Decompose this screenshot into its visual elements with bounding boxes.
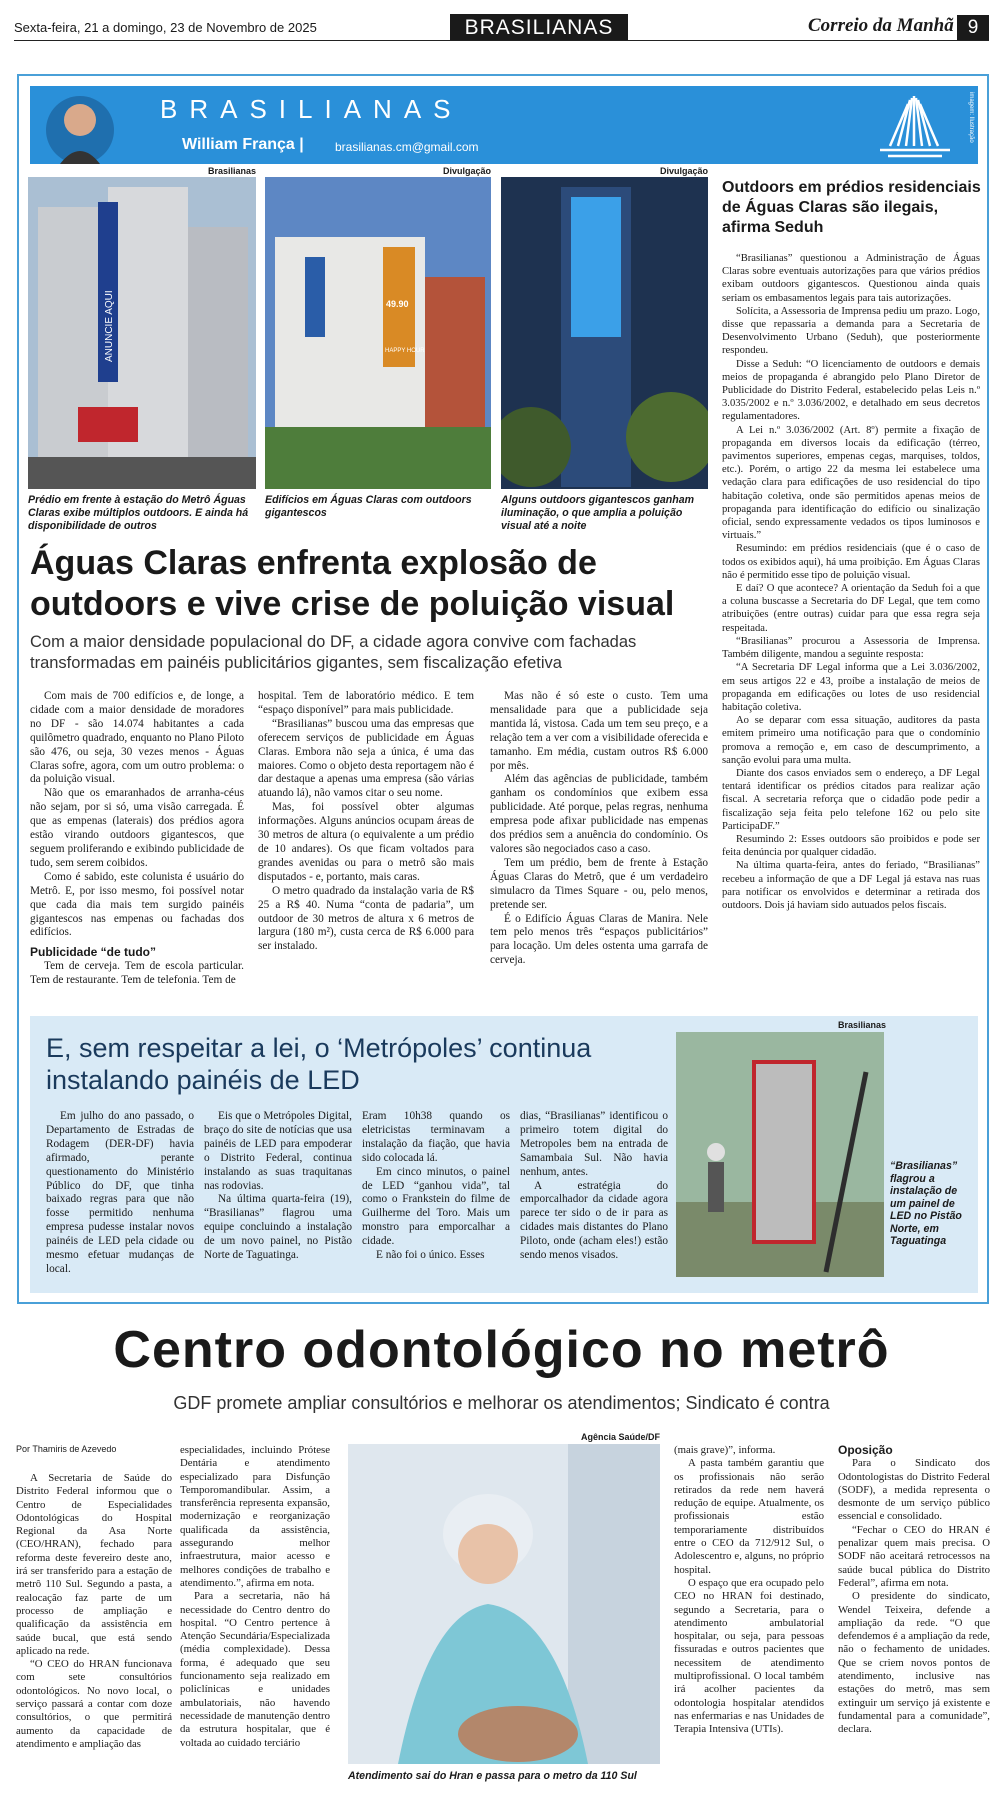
paragraph: Solícita, a Assessoria de Imprensa pediu um prazo. Logo, disse que repassaria a demanda para a Secretaria de Desenvolvimento Urbano (Seduh), que posteriormente respondeu. (722, 305, 980, 357)
paragraph: Mas não é só este o custo. Tem uma mensalidade para que a publicidade seja mantida lá, vistosa. Cada um tem seu preço, e a relação tem a ver com a visibilidade oferecida e tamanho. Em média, custam outros R$ 6.000 por mês. (490, 690, 708, 772)
paragraph: A Secretaria de Saúde do Distrito Federal informou que o Centro de Especialidades Odontológicas do Hospital Regional da Asa Norte (CEO/HRAN), fechado para reforma deste fevereiro deste ano, irá ser transferido para a estação de metrô 110 Sul. Segundo a pasta, a realocação faz parte de um processo de ampliação e qualificação da assistência em saúde bucal, que está sendo aplicado na rede. (16, 1472, 172, 1657)
paragraph: Diante dos casos enviados sem o endereço, a DF Legal tentará identificar os prédios citados para realizar ação fiscal. A secretaria reforça que o cidadão pode pedir a fiscalização seja feita pelo telefone 162 ou pelo site ParticipaDF.” (722, 767, 980, 832)
paragraph: hospital. Tem de laboratório médico. E tem “espaço disponível” para mais publicidade. (258, 690, 474, 716)
paragraph: Resumindo: em prédios residenciais (que é o caso de todos os exibidos aqui), há uma proibição. Em Águas Claras não é permitido esse tipo de poluição visual. (722, 543, 980, 581)
paragraph: Tem um prédio, bem de frente à Estação Águas Claras do Metrô, que é um verdadeiro simulacro da Times Square - ou, pelo menos, pretende ser. (490, 856, 708, 911)
paragraph: “A Secretaria DF Legal informa que a Lei 3.036/2002, em seus artigos 22 e 43, proíbe a instalação de meios de propaganda em edificações ou lotes de uso residencial habitação coletiva. (722, 662, 980, 713)
byline: Por Thamiris de Azevedo (16, 1444, 117, 1454)
paragraph: Para o Sindicato dos Odontologistas do Distrito Federal (SODF), a medida representa o desmonte de um serviço público essencial e consolidado. (838, 1457, 990, 1523)
price-sign: 49.90 (386, 299, 409, 309)
paragraph: Como é sabido, este colunista é usuário do Metrô. E, por isso mesmo, foi possível notar que cada dia mais tem surgido painéis gigantescos nas empenas ou fachadas dos edifícios. (30, 870, 244, 939)
paragraph: O presidente do sindicato, Wendel Teixeira, defende a ampliação da rede. “O que defendemos é a ampliação da rede, não o fechamento de unidades. Que se criem novos pontos de atendimento, inclusive nas estações do metrô, mas sem extinguir um serviço já existente e fundamental para a comunidade”, declara. (838, 1590, 990, 1736)
led-photo-art (676, 1032, 884, 1277)
anuncie-sign: ANUNCIE AQUI (104, 290, 115, 362)
paragraph: “Fechar o CEO do HRAN é penalizar quem mais precisa. O SODF não aceitará retrocessos na saúde bucal pública do Distrito Federal”, afirma em nota. (838, 1523, 990, 1589)
paragraph: “Brasilianas” procurou a Assessoria de Imprensa. Também diligente, mandou a seguinte resposta: (722, 635, 980, 661)
photo-2-art (265, 177, 491, 489)
paragraph: especialidades, incluindo Prótese Dentária e atendimento especializado para Disfunção Temporomandibular. Assim, a transferência representa expansão, modernização e reorganização qualificada da assistência, assegurando melhor infraestrutura, maior acesso e melhores condições de trabalho e atendimento.”, afirma em nota. (180, 1444, 330, 1589)
paragraph: (mais grave)”, informa. (674, 1444, 776, 1456)
paragraph: Eram 10h38 quando os eletricistas terminavam a instalação da fiação, que havia sido colocada lá. (362, 1110, 510, 1164)
page-number: 9 (957, 15, 989, 40)
main-deck: Com a maior densidade populacional do DF, a cidade agora convive com fachadas transformadas em painéis publicitários gigantes, sem fiscalização efetiva (30, 633, 637, 672)
led-photo-credit: Brasilianas (837, 1020, 886, 1030)
paragraph: Com mais de 700 edifícios e, de longe, a cidade com a maior densidade de moradores no DF - são 14.074 habitantes a cada quilômetro quadrado, enquanto no Plano Piloto são 476, ou seja, 30 vezes menos - Águas Claras sofre, agora, com um outro problema: o da poluição visual. (30, 690, 244, 786)
paragraph: E daí? O que acontece? A orientação da Seduh foi a que a coluna buscasse a Secretaria do DF Legal, que tem como atribuições (entre outras) cuidar para que essa regra seja respeitada. (722, 583, 980, 634)
paragraph: A pasta também garantiu que os profissionais não serão retirados da rede nem haverá redução de equipe. Atualmente, os profissionais estão temporariamente distribuídos entre o CEO da 712/912 Sul, o Adolescentro e, alguns, no próprio hospital. (674, 1457, 824, 1576)
photo-3-art (501, 177, 708, 489)
bottom-photo-credit: Agência Saúde/DF (580, 1432, 660, 1442)
paragraph: Não que os emaranhados de arranha-céus não sejam, por si só, uma visão carregada. É que as empenas (laterais) dos prédios agora estão virando outdoors gigantescos, que seguem proliferando e exibindo publicidade de tudo, sem serem coibidos. (30, 787, 244, 869)
photo-1-art (28, 177, 256, 489)
edition-date: Sexta-feira, 21 a domingo, 23 de Novembro de 2025 (14, 20, 317, 35)
happy-hour-sign: HAPPY HOUR (385, 348, 425, 354)
paragraph: Para a secretaria, não há necessidade do Centro dentro do hospital. “O Centro pertence à Atenção Secundária/Especializada (média complexidade). Dessa forma, é adequado que seu funcionamento seja realizado em policlínicas e unidades ambulatoriais, não havendo necessidade de manutenção dentro da estrutura hospitalar, que é voltada ao cuidado terciário (180, 1590, 330, 1749)
paragraph: E não foi o único. Esses (376, 1249, 485, 1262)
bottom-headline: Centro odontológico no metrô (113, 1321, 890, 1379)
photo-1 (28, 177, 256, 489)
author-face (64, 104, 96, 136)
header-rule (14, 40, 989, 41)
paragraph: A estratégia do emporcalhador da cidade agora parece ter sido o de ir para as cidades mais distantes do Plano Piloto, onde (acham eles!) estão sendo menos visados. (520, 1179, 668, 1262)
bottom-col-4 (838, 1444, 990, 1792)
paragraph: O metro quadrado da instalação varia de R$ 25 a R$ 40. Numa “conta de padaria”, um outdoor de 30 metros de altura x 6 metros de largura (180 m²), custa cerca de R$ 6.000 para ser instalado. (258, 884, 474, 953)
bottom-col-1 (16, 1472, 172, 1792)
photo-2-credit: Divulgação (442, 166, 491, 176)
side-story-body (722, 252, 980, 1002)
paragraph: “O CEO do HRAN funcionava com sete consultórios odontológicos. No novo local, o serviço passará a contar com doze consultórios, o que permitirá aumento da capacidade de atendimento e ampliação das (16, 1658, 172, 1750)
paragraph: É o Edifício Águas Claras de Manira. Nele tem pelo menos três “espaços publicitários” para locação. Um deles ostenta uma garrafa de cerveja. (490, 912, 708, 967)
bottom-deck: GDF promete ampliar consultórios e melhorar os atendimentos; Sindicato é contra (173, 1393, 830, 1413)
led-col-4 (520, 1110, 668, 1285)
paragraph: dias, “Brasilianas” identificou o primeiro totem digital do Metropoles bem na entrada de Samambaia Sul. Não havia nenhum, antes. (520, 1110, 668, 1178)
paragraph: Tem de cerveja. Tem de escola particular. Tem de restaurante. Tem de telefonia. Tem de (30, 960, 244, 987)
paragraph: A Lei n.º 3.036/2002 (Art. 8º) permite a fixação de propaganda em diversos locais da edificação (térreo, pavimentos superiores, empenas cegas, marquises, toldos, etc.). Porém, o artigo 22 da mesma lei estabelece uma vedação clara para edificações de uso residencial do tipo habitação coletiva, onde são permitidos apenas meios de propaganda para identificação do edifício ou sinalização oficial, sendo expressamente vedados os tipos luminosos e virtuais.” (722, 424, 980, 542)
bottom-photo (348, 1444, 660, 1764)
cathedral-icon (880, 96, 950, 156)
banner-art-credit: imagem: Ilustração (968, 92, 974, 143)
paragraph: “Brasilianas” questionou a Administração de Águas Claras sobre eventuais autorizações para que vários prédios exibam outdoors gigantescos. Questionou ainda quais seriam os embasamentos legais para tais autorizações. (722, 253, 980, 304)
subheading: Oposição (838, 1444, 893, 1457)
paragraph: Mas, foi possível obter algumas informações. Alguns anúncios ocupam áreas de 30 metros de altura (o equivalente a um prédio de 10 andares). Os que ficam voltados para grandes avenidas ou para o metrô são mais disputados - e, portanto, mais caras. (258, 801, 474, 883)
photo-1-credit: Brasilianas (207, 166, 256, 176)
section-label: BRASILIANAS (450, 14, 628, 41)
led-photo-caption: “Brasilianas” flagrou a instalação de um painel de LED no Pistão Norte, em Taguatinga (890, 1160, 962, 1247)
led-col-3 (362, 1110, 510, 1285)
bottom-col-3 (674, 1444, 824, 1792)
bottom-photo-caption: Atendimento sai do Hran e passa para o metro da 110 Sul (348, 1770, 637, 1782)
main-headline: Águas Claras enfrenta explosão de outdoors e vive crise de poluição visual (30, 544, 675, 623)
led-photo (676, 1032, 884, 1277)
bottom-col-2 (180, 1444, 330, 1792)
main-col-2 (258, 690, 474, 1000)
newspaper-name: Correio da Manhã (808, 15, 954, 36)
author-email[interactable]: brasilianas.cm@gmail.com (335, 140, 479, 154)
paragraph: O espaço que era ocupado pelo CEO no HRAN foi destinado, segundo a Secretaria, para o atendimento ambulatorial hospitalar, ou seja, para pessoas fissuradas e outros pacientes que necessitem de atendimento multiprofissional. O local também irá acolher pacientes da odontologia hospitalar atendidos nas enfermarias e nas Unidades de Terapia Intensiva (UTIs). (674, 1576, 824, 1736)
side-headline: Outdoors em prédios residenciais de Águas Claras são ilegais, afirma Seduh (722, 179, 981, 236)
paragraph: Na última quarta-feira (19), “Brasilianas” flagrou uma equipe concluindo a instalação de um novo painel, no Pistão Norte de Taguatinga. (204, 1193, 352, 1262)
banner-title: BRASILIANAS (160, 94, 463, 124)
paragraph: Resumindo 2: Esses outdoors são proibidos e pode ser feita denúncia por qualquer cidadão. (722, 833, 980, 859)
main-col-3 (490, 690, 708, 1000)
photo-2-caption: Edifícios em Águas Claras com outdoors gigantescos (265, 494, 472, 519)
led-headline: E, sem respeitar a lei, o ‘Metrópoles’ continua instalando painéis de LED (46, 1033, 592, 1095)
photo-3-credit: Divulgação (659, 166, 708, 176)
author-name: William França | (182, 136, 304, 153)
paragraph: Eis que o Metrópoles Digital, braço do site de notícias que usa painéis de LED para empoderar o Distrito Federal, continua instalando as suas traquitanas nas rodovias. (204, 1110, 352, 1192)
main-col-1 (30, 690, 244, 1000)
paragraph: Disse a Seduh: “O licenciamento de outdoors e demais meios de propaganda é abrangido pelo Plano Diretor de Publicidade do Distrito Federal, estabelecido pelas Leis n.º 3.035/2002 e n.º 3.036/2002, e detalhado em seus decretos regulamentadores. (722, 358, 980, 423)
photo-1-caption: Prédio em frente à estação do Metrô Águas Claras exibe múltiplos outdoors. E ainda há disponibilidade de outros (28, 494, 249, 532)
paragraph: “Brasilianas” buscou uma das empresas que oferecem serviços de publicidade em Águas Claras. Embora não seja a única, é uma das maiores. Como o objeto desta reportagem não é dar destaque a apenas uma empresa (são várias atuando lá), não vamos citar o seu nome. (258, 717, 474, 800)
led-col-2 (204, 1110, 352, 1285)
paragraph: Ao se deparar com essa situação, auditores da pasta emitem primeiro uma notificação para que o condomínio promova a remoção e, em caso de descumprimento, a sanção evolui para uma multa. (722, 715, 980, 766)
led-col-1 (46, 1110, 194, 1285)
subheading: Publicidade “de tudo” (30, 945, 157, 960)
paragraph: Em cinco minutos, o painel de LED “ganhou vida”, tal como o Frankstein do filme de Guilherme del Toro. Mais um monstro para emporcalhar a cidade. (362, 1165, 510, 1248)
photo-2 (265, 177, 491, 489)
photo-3 (501, 177, 708, 489)
bottom-photo-art (348, 1444, 660, 1764)
paragraph: Na última quarta-feira, antes do feriado, “Brasilianas” recebeu a informação de que a DF Legal já estava nas ruas para notificar os envolvidos e determinar a retirada dos outdoors. Dois já haviam sido autuados pelos fiscais. (722, 860, 980, 911)
photo-3-caption: Alguns outdoors gigantescos ganham iluminação, o que amplia a poluição visual até a noite (501, 494, 695, 532)
paragraph: Além das agências de publicidade, também ganham os condomínios que exibem essa publicidade. Até porque, pelas regras, nenhuma empresa pode afixar publicidade nas empenas dos prédios sem a anuência do condomínio. Os valores são negociados caso a caso. (490, 773, 708, 855)
paragraph: Em julho do ano passado, o Departamento de Estradas de Rodagem (DER-DF) havia afirmado, perante questionamento do Ministério Público do DF, que tinha baixado regras para que não fosse permitido nenhuma empresa pudesse instalar novos painéis de LED pela cidade ou mesmo efetuar mudanças de local. (46, 1110, 194, 1275)
